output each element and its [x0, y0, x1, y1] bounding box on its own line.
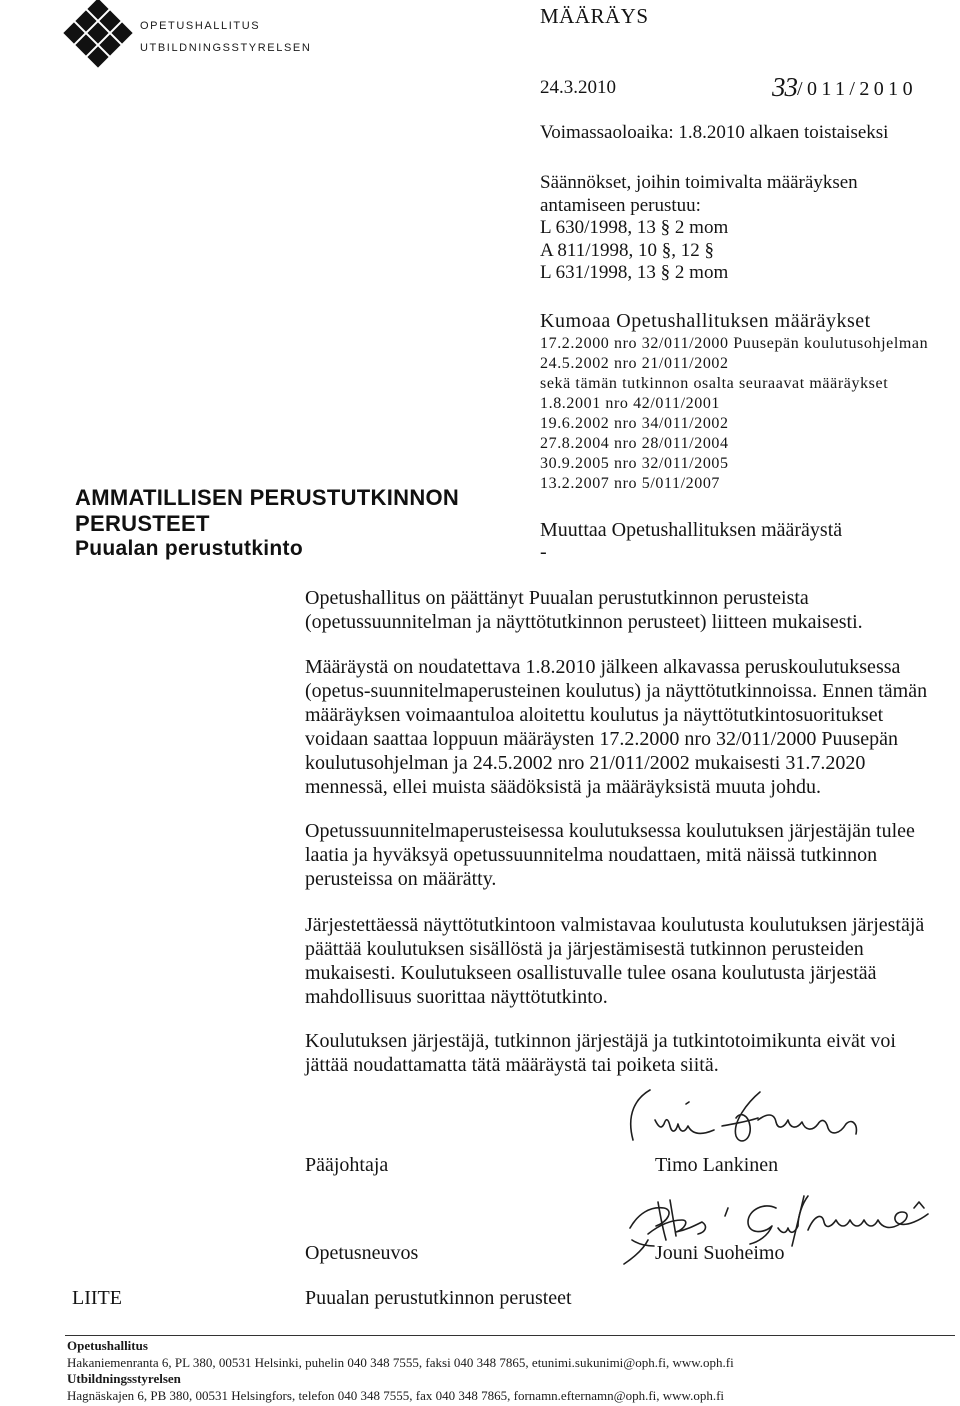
- title-line-1: AMMATILLISEN PERUSTUTKINNON: [75, 485, 460, 510]
- repeals-item: 13.2.2007 nro 5/011/2007: [540, 475, 721, 492]
- paragraph-curriculum: [305, 819, 915, 891]
- paragraph-line: koulutusohjelman ja 24.5.2002 nro 21/011/2002 mukaisesti 31.7.2020: [305, 752, 866, 774]
- footer-org-finnish: Opetushallitus: [67, 1338, 148, 1353]
- signature-name-1: Timo Lankinen: [655, 1154, 779, 1176]
- title-line-2: PERUSTEET: [75, 510, 210, 536]
- paragraph-line: mahdollisuus suorittaa näyttötutkinto.: [305, 986, 608, 1008]
- attachment-label: LIITE: [72, 1287, 122, 1309]
- document-date: 24.3.2010: [540, 77, 616, 98]
- footer-org-swedish: Utbildningsstyrelsen: [67, 1371, 181, 1386]
- signature-title-2: Opetusneuvos: [305, 1242, 419, 1264]
- paragraph-line: Opetussuunnitelmaperusteisessa koulutuksessa koulutuksen järjestäjän tulee: [305, 820, 915, 842]
- repeals-item: 24.5.2002 nro 21/011/2002: [540, 355, 729, 372]
- signature-name-2: Jouni Suoheimo: [655, 1242, 785, 1264]
- repeals-list: [540, 334, 928, 494]
- paragraph-line: määräyksen voimaantuloa aloitettu koulutus ja näyttötutkintosuoritukset: [305, 704, 884, 726]
- footer: [67, 1338, 734, 1404]
- paragraph-decision: [305, 586, 863, 634]
- document-number: [772, 72, 917, 105]
- paragraph-line: jättää noudattamatta tätä määräystä tai poiketa siitä.: [305, 1054, 719, 1076]
- footer-divider: [65, 1335, 955, 1336]
- paragraph-line: perusteissa on määrätty.: [305, 868, 497, 890]
- paragraph-application: [305, 655, 927, 799]
- footer-address-swedish: Hagnäskajen 6, PB 380, 00531 Helsingfors, telefon 040 348 7555, fax 040 348 7865, fornamn.efternamn@oph.fi, www.oph.fi: [67, 1387, 725, 1403]
- repeals-item: 19.6.2002 nro 34/011/2002: [540, 415, 729, 432]
- document-number-handwritten: 33: [772, 72, 797, 102]
- logo-name-swedish: UTBILDNINGSSTYRELSEN: [140, 42, 312, 54]
- paragraph-compliance: [305, 1029, 896, 1077]
- paragraph-line: päättää koulutuksen sisällöstä ja järjestämisestä tutkinnon perusteiden: [305, 938, 864, 960]
- paragraph-line: (opetus-suunnitelmaperusteinen koulutus) ja näyttötutkinnoissa. Ennen tämän: [305, 680, 928, 702]
- paragraph-competence-test: [305, 913, 924, 1009]
- legal-basis-line: L 630/1998, 13 § 2 mom: [540, 217, 729, 238]
- paragraph-line: mennessä, ellei muista säädöksistä ja määräyksistä muuta johdu.: [305, 776, 821, 798]
- repeals-heading: Kumoaa Opetushallituksen määräykset: [540, 310, 871, 332]
- paragraph-line: Opetushallitus on päättänyt Puualan perustutkinnon perusteista: [305, 587, 809, 609]
- paragraph-line: mukaisesti. Koulutukseen osallistuvalle tulee osana koulutusta järjestää: [305, 962, 877, 984]
- document-number-suffix: /011/2010: [797, 78, 917, 100]
- amends-heading: Muuttaa Opetushallituksen määräystä: [540, 519, 843, 541]
- attachment-title: Puualan perustutkinnon perusteet: [305, 1287, 572, 1309]
- repeals-item: 1.8.2001 nro 42/011/2001: [540, 395, 721, 412]
- paragraph-line: Koulutuksen järjestäjä, tutkinnon järjestäjä ja tutkintotoimikunta eivät voi: [305, 1030, 896, 1052]
- repeals-item: 27.8.2004 nro 28/011/2004: [540, 435, 729, 452]
- diamond-logo-icon: [60, 0, 138, 68]
- paragraph-line: laatia ja hyväksyä opetussuunnitelma noudattaen, mitä näissä tutkinnon: [305, 844, 878, 866]
- legal-basis-line: Säännökset, joihin toimivalta määräyksen: [540, 172, 858, 193]
- repeals-item: sekä tämän tutkinnon osalta seuraavat määräykset: [540, 375, 889, 392]
- repeals-item: 30.9.2005 nro 32/011/2005: [540, 455, 729, 472]
- paragraph-line: Määräystä on noudatettava 1.8.2010 jälkeen alkavassa peruskoulutuksessa: [305, 656, 901, 678]
- document-title: [75, 485, 459, 562]
- footer-address-finnish: Hakaniemenranta 6, PL 380, 00531 Helsinki, puhelin 040 348 7555, faksi 040 348 7865, etunimi.sukunimi@oph.fi, www.oph.fi: [67, 1354, 734, 1370]
- logo-wordmark: [140, 15, 311, 59]
- paragraph-line: Järjestettäessä näyttötutkintoon valmistavaa koulutusta koulutuksen järjestäjä: [305, 914, 925, 936]
- validity-period: Voimassaoloaika: 1.8.2010 alkaen toistaiseksi: [540, 122, 889, 143]
- title-subtitle: Puualan perustutkinto: [75, 537, 303, 560]
- document-type: MÄÄRÄYS: [540, 4, 649, 28]
- signature-title-1: Pääjohtaja: [305, 1154, 389, 1176]
- legal-basis-line: A 811/1998, 10 §, 12 §: [540, 239, 714, 261]
- legal-basis: [540, 172, 858, 285]
- amends-value: -: [540, 541, 547, 563]
- paragraph-line: (opetussuunnitelman ja näyttötutkinnon perusteet) liitteen mukaisesti.: [305, 611, 863, 633]
- signature-director-general: [600, 1082, 870, 1160]
- legal-basis-line: L 631/1998, 13 § 2 mom: [540, 262, 729, 283]
- logo-name-finnish: OPETUSHALLITUS: [140, 20, 261, 32]
- legal-basis-line: antamiseen perustuu:: [540, 194, 701, 216]
- paragraph-line: voidaan saattaa loppuun määräysten 17.2.2000 nro 32/011/2000 Puusepän: [305, 728, 899, 750]
- repeals-item: 17.2.2000 nro 32/011/2000 Puusepän koulutusohjelman: [540, 335, 929, 352]
